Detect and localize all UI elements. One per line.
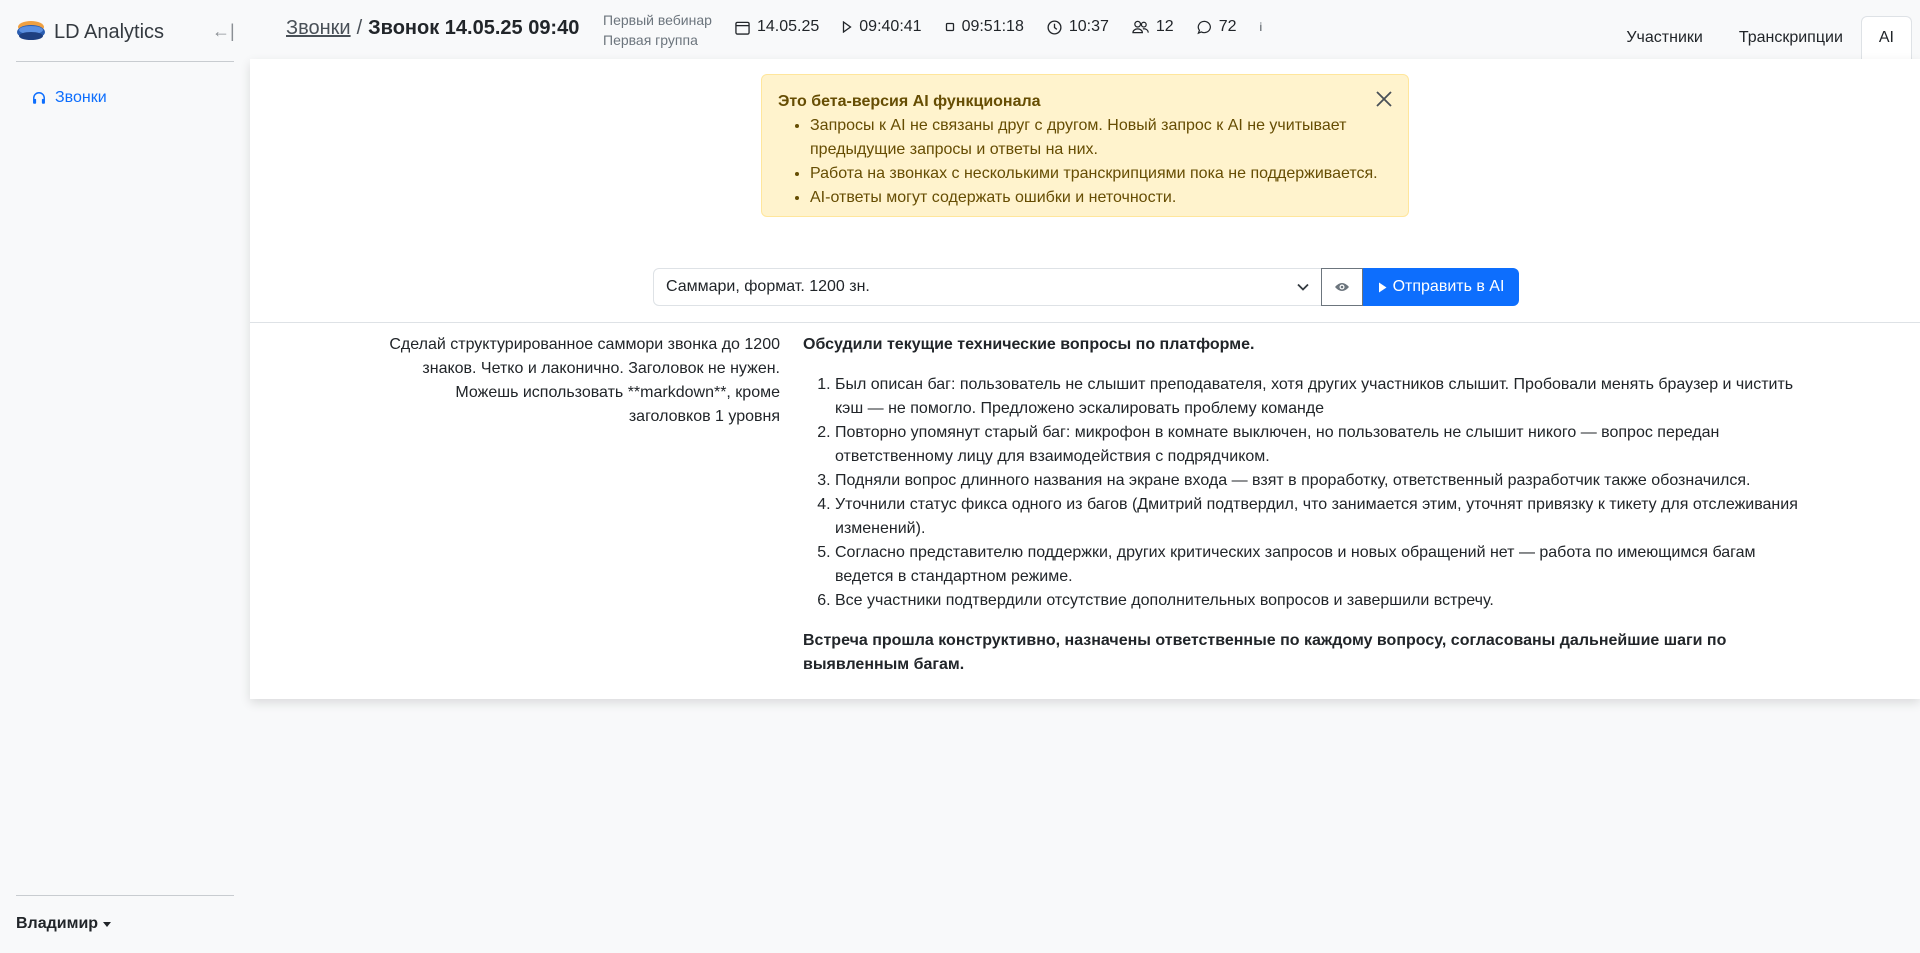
logo-icon [16,19,46,45]
preview-prompt-button[interactable] [1321,268,1363,306]
call-meta [603,10,712,50]
play-icon [1378,282,1387,293]
alert-item: • Работа на звонках с несколькими транскрипциями пока не поддерживается. [810,162,1392,186]
tab-transcriptions[interactable]: Транскрипции [1738,29,1843,46]
alert-item: • AI-ответы могут содержать ошибки и неточности. [810,186,1392,210]
answer-intro: Обсудили текущие технические вопросы по платформе. [803,336,1255,353]
play-icon [842,21,852,33]
chat-icon [1197,20,1212,35]
stat-messages: 72 [1197,18,1237,36]
answer-item: 4. Уточнили статус фикса одного из багов (Дмитрий подтвердил, что занимается этим, уточнят привязку к тикету для отслеживания изменений). [835,493,1803,541]
prompt-controls [653,268,1519,306]
eye-icon [1334,281,1350,293]
answer-outro: Встреча прошла конструктивно, назначены ответственные по каждому вопросу, согласованы дальнейшие шаги по выявленным багам. [803,632,1727,673]
webinar-name: Первый вебинар [603,12,712,28]
send-button-label: Отправить в AI [1392,278,1505,295]
answer-item: 2. Повторно упомянут старый баг: микрофон в комнате выключен, но пользователь не слышит никого — вопрос передан ответственному лицу для взаимодействия с подрядчиком. [835,421,1803,469]
answer-item: 3. Подняли вопрос длинного названия на экране входа — взят в проработку, ответственный разработчик также обозначился. [835,469,1803,493]
stat-duration: 10:37 [1047,18,1109,36]
alert-list [778,114,1392,210]
divider [250,322,1920,323]
stat-end-time: 09:51:18 [945,18,1024,36]
user-menu[interactable] [16,915,111,933]
sidebar [0,0,248,953]
collapse-sidebar-icon[interactable]: ←| [212,21,235,41]
ai-panel [250,59,1920,699]
info-icon[interactable]: i [1259,20,1263,34]
tab-ai[interactable]: AI [1861,16,1912,59]
sidebar-item-calls[interactable] [32,89,107,107]
brand-name: LD Analytics [54,20,165,43]
brand[interactable] [16,18,164,46]
people-icon [1132,20,1149,34]
headphones-icon [32,91,46,105]
alert-item: • Запросы к AI не связаны друг с другом. Новый запрос к AI не учитывает предыдущие запросы и ответы на них. [810,114,1392,162]
stat-start-time: 09:40:41 [842,18,921,36]
prompt-select-value: Саммари, формат. 1200 зн. [666,278,870,295]
caret-down-icon [103,922,111,927]
send-to-ai-button[interactable] [1363,268,1519,306]
call-stats [735,18,1285,36]
breadcrumb-calls-link[interactable]: Звонки [286,17,351,39]
ai-answer [803,333,1803,677]
group-name: Первая группа [603,32,698,48]
answer-item: 1. Был описан баг: пользователь не слышит преподавателя, хотя других участников слышит. Пробовали менять браузер и чистить кэш — не помогло. Предложено эскалировать проблему команде [835,373,1803,421]
header [248,0,1920,59]
answer-list [803,373,1803,613]
stat-date: 14.05.25 [735,18,819,36]
breadcrumb [286,17,579,40]
answer-item: 5. Согласно представителю поддержки, других критических запросов и новых обращений нет — работа по имеющимся багам ведется в стандартном режиме. [835,541,1803,589]
user-name: Владимир [16,915,99,932]
alert-title: Это бета-версия AI функционала [778,93,1041,110]
close-icon[interactable] [1374,89,1394,109]
breadcrumb-separator: / [356,17,363,39]
tabs [1608,16,1912,59]
answer-item: 6. Все участники подтвердили отсутствие дополнительных вопросов и завершили встречу. [835,589,1803,613]
stop-icon [945,22,955,32]
sidebar-divider [16,895,234,896]
clock-icon [1047,20,1062,35]
tab-participants[interactable]: Участники [1626,29,1703,46]
stat-participants: 12 [1132,18,1174,36]
calendar-icon [735,20,750,35]
chevron-down-icon [1297,283,1309,291]
beta-alert [761,74,1409,217]
sidebar-divider [16,61,234,62]
prompt-select[interactable] [653,268,1322,306]
page-title: Звонок 14.05.25 09:40 [368,17,580,39]
sidebar-item-label: Звонки [55,89,107,106]
prompt-text: Сделай структурированное саммори звонка до 1200 знаков. Четко и лаконично. Заголовок не нужен. Можешь использовать **markdown**, кроме заголовков 1 уровня [389,336,780,425]
